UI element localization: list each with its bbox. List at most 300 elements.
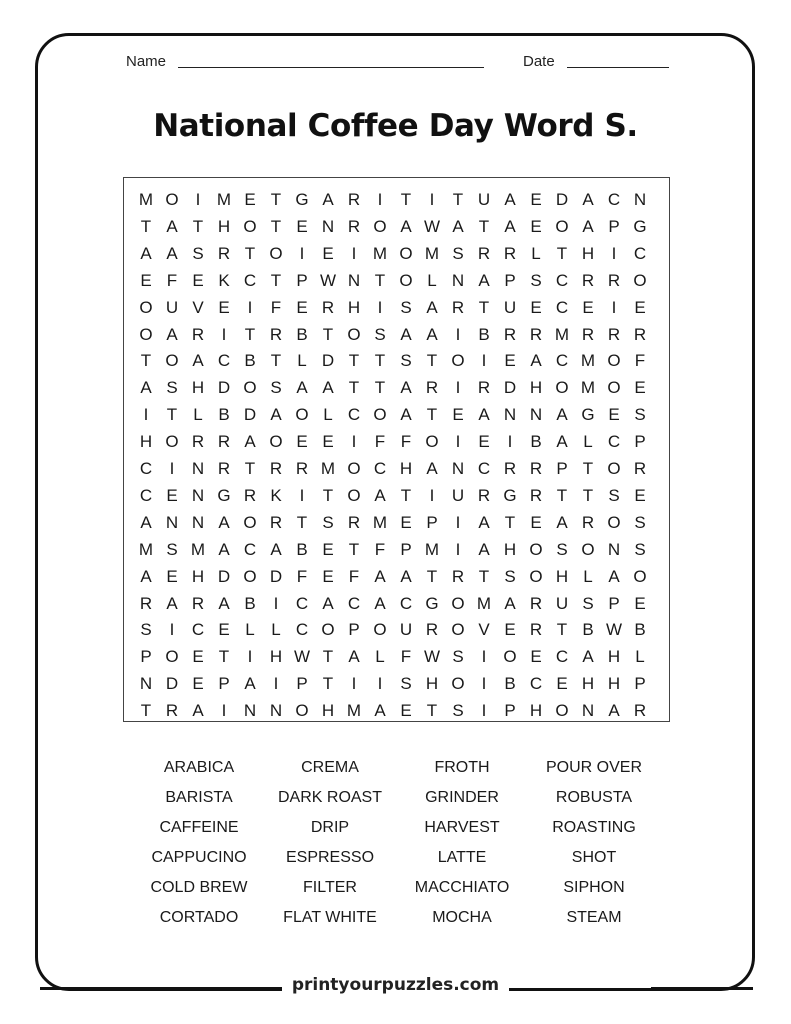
grid-cell[interactable]: N xyxy=(451,270,465,290)
grid-cell[interactable]: R xyxy=(581,270,595,290)
grid-cell[interactable]: B xyxy=(296,324,308,344)
grid-cell[interactable]: N xyxy=(529,405,543,425)
grid-cell[interactable]: S xyxy=(582,593,594,613)
grid-cell[interactable]: N xyxy=(243,701,257,721)
grid-cell[interactable]: T xyxy=(426,405,438,425)
grid-cell[interactable]: A xyxy=(400,378,412,398)
grid-cell[interactable]: C xyxy=(217,351,231,371)
grid-cell[interactable]: S xyxy=(556,539,568,559)
grid-cell[interactable]: R xyxy=(581,512,595,532)
grid-cell[interactable]: R xyxy=(217,459,231,478)
grid-cell[interactable]: T xyxy=(244,324,256,344)
grid-cell[interactable]: W xyxy=(293,647,311,667)
grid-cell[interactable]: I xyxy=(143,405,149,425)
grid-cell[interactable]: C xyxy=(555,647,569,667)
grid-cell[interactable]: T xyxy=(244,459,256,478)
grid-cell[interactable]: R xyxy=(529,620,543,640)
grid-cell[interactable]: O xyxy=(243,378,257,398)
grid-cell[interactable]: H xyxy=(529,378,543,398)
grid-cell[interactable]: B xyxy=(296,539,308,559)
grid-cell[interactable]: E xyxy=(634,297,646,317)
grid-cell[interactable]: A xyxy=(504,190,516,209)
grid-cell[interactable]: O xyxy=(243,216,257,236)
grid-cell[interactable]: O xyxy=(451,351,465,371)
grid-cell[interactable]: I xyxy=(169,620,175,640)
grid-cell[interactable]: O xyxy=(633,566,647,586)
grid-cell[interactable]: A xyxy=(478,539,490,559)
grid-cell[interactable]: I xyxy=(429,190,435,209)
grid-cell[interactable]: B xyxy=(582,620,594,640)
grid-cell[interactable]: O xyxy=(555,378,569,398)
grid-cell[interactable]: D xyxy=(321,351,335,371)
grid-cell[interactable]: A xyxy=(140,378,152,398)
grid-cell[interactable]: E xyxy=(296,432,308,452)
grid-cell[interactable]: E xyxy=(608,405,620,425)
grid-cell[interactable]: A xyxy=(478,405,490,425)
grid-cell[interactable]: R xyxy=(503,243,517,263)
grid-cell[interactable]: R xyxy=(581,324,595,344)
grid-cell[interactable]: L xyxy=(583,432,593,452)
grid-cell[interactable]: R xyxy=(425,378,439,398)
grid-cell[interactable]: O xyxy=(347,459,361,478)
grid-cell[interactable]: N xyxy=(347,270,361,290)
grid-cell[interactable]: O xyxy=(399,270,413,290)
grid-cell[interactable]: A xyxy=(140,243,152,263)
grid-cell[interactable]: P xyxy=(634,432,646,452)
grid-cell[interactable]: P xyxy=(608,216,620,236)
grid-cell[interactable]: A xyxy=(374,566,386,586)
grid-cell[interactable]: G xyxy=(503,485,517,505)
grid-cell[interactable]: O xyxy=(633,270,647,290)
grid-cell[interactable]: R xyxy=(243,485,257,505)
grid-cell[interactable]: M xyxy=(476,593,492,613)
grid-cell[interactable]: P xyxy=(296,270,308,290)
grid-cell[interactable]: A xyxy=(166,216,178,236)
grid-cell[interactable]: G xyxy=(295,190,309,209)
grid-cell[interactable]: I xyxy=(247,647,253,667)
grid-cell[interactable]: R xyxy=(607,270,621,290)
grid-cell[interactable]: E xyxy=(504,351,516,371)
grid-cell[interactable]: I xyxy=(455,539,461,559)
grid-cell[interactable]: I xyxy=(455,324,461,344)
grid-cell[interactable]: S xyxy=(504,566,516,586)
grid-cell[interactable]: M xyxy=(216,190,232,209)
grid-cell[interactable]: C xyxy=(555,351,569,371)
grid-cell[interactable]: E xyxy=(218,620,230,640)
grid-cell[interactable]: R xyxy=(633,459,647,478)
grid-cell[interactable]: I xyxy=(481,701,487,721)
grid-cell[interactable]: R xyxy=(529,459,543,478)
grid-cell[interactable]: A xyxy=(348,647,360,667)
grid-cell[interactable]: R xyxy=(503,324,517,344)
grid-cell[interactable]: A xyxy=(296,378,308,398)
grid-cell[interactable]: E xyxy=(530,647,542,667)
grid-cell[interactable]: B xyxy=(634,620,646,640)
grid-cell[interactable]: O xyxy=(607,512,621,532)
grid-cell[interactable]: H xyxy=(191,566,205,586)
grid-cell[interactable]: B xyxy=(504,674,516,694)
grid-cell[interactable]: F xyxy=(634,351,646,371)
grid-cell[interactable]: F xyxy=(166,270,178,290)
grid-cell[interactable]: O xyxy=(451,593,465,613)
grid-cell[interactable]: A xyxy=(244,674,256,694)
grid-cell[interactable]: C xyxy=(139,485,153,505)
grid-cell[interactable]: R xyxy=(425,620,439,640)
grid-cell[interactable]: A xyxy=(400,324,412,344)
grid-cell[interactable]: T xyxy=(504,512,516,532)
grid-cell[interactable]: L xyxy=(427,270,437,290)
grid-cell[interactable]: G xyxy=(425,593,439,613)
grid-cell[interactable]: E xyxy=(322,432,334,452)
grid-cell[interactable]: T xyxy=(374,351,386,371)
grid-cell[interactable]: O xyxy=(139,324,153,344)
grid-cell[interactable]: C xyxy=(347,405,361,425)
grid-cell[interactable]: I xyxy=(299,243,305,263)
grid-cell[interactable]: A xyxy=(140,512,152,532)
grid-cell[interactable]: M xyxy=(424,243,440,263)
grid-cell[interactable]: P xyxy=(140,647,152,667)
grid-cell[interactable]: O xyxy=(555,701,569,721)
grid-cell[interactable]: I xyxy=(299,485,305,505)
grid-cell[interactable]: H xyxy=(321,701,335,721)
grid-cell[interactable]: F xyxy=(296,566,308,586)
grid-cell[interactable]: M xyxy=(372,243,388,263)
grid-cell[interactable]: D xyxy=(217,566,231,586)
grid-cell[interactable]: D xyxy=(503,378,517,398)
grid-cell[interactable]: F xyxy=(270,297,282,317)
grid-cell[interactable]: G xyxy=(581,405,595,425)
name-line[interactable] xyxy=(178,67,484,68)
grid-cell[interactable]: R xyxy=(477,243,491,263)
grid-cell[interactable]: O xyxy=(243,512,257,532)
grid-cell[interactable]: T xyxy=(452,190,464,209)
grid-cell[interactable]: M xyxy=(372,512,388,532)
grid-cell[interactable]: U xyxy=(451,485,465,505)
grid-cell[interactable]: L xyxy=(193,405,203,425)
grid-cell[interactable]: H xyxy=(399,459,413,478)
grid-cell[interactable]: E xyxy=(582,297,594,317)
grid-cell[interactable]: T xyxy=(192,216,204,236)
grid-cell[interactable]: R xyxy=(607,324,621,344)
grid-cell[interactable]: A xyxy=(192,351,204,371)
grid-cell[interactable]: E xyxy=(192,674,204,694)
grid-cell[interactable]: T xyxy=(270,351,282,371)
grid-cell[interactable]: E xyxy=(634,485,646,505)
grid-cell[interactable]: H xyxy=(217,216,231,236)
grid-cell[interactable]: I xyxy=(481,351,487,371)
grid-cell[interactable]: I xyxy=(455,512,461,532)
grid-cell[interactable]: I xyxy=(351,432,357,452)
grid-cell[interactable]: P xyxy=(218,674,230,694)
grid-cell[interactable]: U xyxy=(165,297,179,317)
grid-cell[interactable]: E xyxy=(166,566,178,586)
grid-cell[interactable]: O xyxy=(165,647,179,667)
grid-cell[interactable]: N xyxy=(321,216,335,236)
grid-cell[interactable]: O xyxy=(373,405,387,425)
grid-cell[interactable]: D xyxy=(165,674,179,694)
grid-cell[interactable]: I xyxy=(351,674,357,694)
grid-cell[interactable]: O xyxy=(425,432,439,452)
grid-cell[interactable]: S xyxy=(452,243,464,263)
grid-cell[interactable]: R xyxy=(165,701,179,721)
grid-cell[interactable]: H xyxy=(191,378,205,398)
grid-cell[interactable]: I xyxy=(273,593,279,613)
grid-cell[interactable]: P xyxy=(634,674,646,694)
grid-cell[interactable]: T xyxy=(322,485,334,505)
grid-cell[interactable]: C xyxy=(633,243,647,263)
grid-cell[interactable]: E xyxy=(530,216,542,236)
grid-cell[interactable]: W xyxy=(423,647,441,667)
grid-cell[interactable]: O xyxy=(139,297,153,317)
grid-cell[interactable]: E xyxy=(244,190,256,209)
grid-cell[interactable]: C xyxy=(399,593,413,613)
grid-cell[interactable]: H xyxy=(581,243,595,263)
grid-cell[interactable]: A xyxy=(504,216,516,236)
grid-cell[interactable]: F xyxy=(348,566,360,586)
grid-cell[interactable]: U xyxy=(503,297,517,317)
grid-cell[interactable]: R xyxy=(451,566,465,586)
grid-cell[interactable]: L xyxy=(531,243,541,263)
grid-cell[interactable]: B xyxy=(530,432,542,452)
grid-cell[interactable]: T xyxy=(426,566,438,586)
grid-cell[interactable]: E xyxy=(530,297,542,317)
grid-cell[interactable]: I xyxy=(221,701,227,721)
grid-cell[interactable]: N xyxy=(503,405,517,425)
grid-cell[interactable]: T xyxy=(400,190,412,209)
grid-cell[interactable]: O xyxy=(529,566,543,586)
grid-cell[interactable]: I xyxy=(351,243,357,263)
grid-cell[interactable]: L xyxy=(583,566,593,586)
grid-cell[interactable]: D xyxy=(269,566,283,586)
grid-cell[interactable]: T xyxy=(322,674,334,694)
grid-cell[interactable]: A xyxy=(166,593,178,613)
grid-cell[interactable]: L xyxy=(323,405,333,425)
grid-cell[interactable]: A xyxy=(166,243,178,263)
grid-cell[interactable]: I xyxy=(507,432,513,452)
grid-cell[interactable]: A xyxy=(322,190,334,209)
grid-cell[interactable]: G xyxy=(217,485,231,505)
grid-cell[interactable]: O xyxy=(555,216,569,236)
grid-cell[interactable]: C xyxy=(529,674,543,694)
grid-cell[interactable]: C xyxy=(243,539,257,559)
grid-cell[interactable]: T xyxy=(140,351,152,371)
grid-cell[interactable]: O xyxy=(347,485,361,505)
grid-cell[interactable]: T xyxy=(270,190,282,209)
grid-cell[interactable]: I xyxy=(455,378,461,398)
grid-cell[interactable]: R xyxy=(503,459,517,478)
letter-grid[interactable] xyxy=(123,177,670,722)
grid-cell[interactable]: S xyxy=(140,620,152,640)
grid-cell[interactable]: T xyxy=(582,459,594,478)
grid-cell[interactable]: T xyxy=(296,512,308,532)
grid-cell[interactable]: A xyxy=(426,297,438,317)
grid-cell[interactable]: V xyxy=(478,620,490,640)
grid-cell[interactable]: R xyxy=(191,432,205,452)
grid-cell[interactable]: E xyxy=(322,243,334,263)
grid-cell[interactable]: T xyxy=(270,216,282,236)
grid-cell[interactable]: E xyxy=(478,432,490,452)
grid-cell[interactable]: M xyxy=(554,324,570,344)
grid-cell[interactable]: S xyxy=(608,485,620,505)
grid-cell[interactable]: T xyxy=(426,701,438,721)
grid-cell[interactable]: E xyxy=(322,566,334,586)
grid-cell[interactable]: A xyxy=(218,593,230,613)
grid-cell[interactable]: H xyxy=(607,674,621,694)
grid-cell[interactable]: U xyxy=(399,620,413,640)
grid-cell[interactable]: P xyxy=(400,539,412,559)
grid-cell[interactable]: P xyxy=(608,593,620,613)
grid-cell[interactable]: R xyxy=(269,459,283,478)
grid-cell[interactable]: T xyxy=(322,324,334,344)
grid-cell[interactable]: S xyxy=(400,351,412,371)
grid-cell[interactable]: W xyxy=(605,620,623,640)
grid-cell[interactable]: E xyxy=(556,674,568,694)
grid-cell[interactable]: C xyxy=(607,432,621,452)
grid-cell[interactable]: O xyxy=(165,190,179,209)
grid-cell[interactable]: R xyxy=(529,485,543,505)
grid-cell[interactable]: A xyxy=(582,190,594,209)
grid-cell[interactable]: R xyxy=(529,324,543,344)
grid-cell[interactable]: N xyxy=(581,701,595,721)
grid-cell[interactable]: C xyxy=(347,593,361,613)
grid-cell[interactable]: E xyxy=(634,593,646,613)
grid-cell[interactable]: R xyxy=(191,593,205,613)
grid-cell[interactable]: A xyxy=(322,378,334,398)
grid-cell[interactable]: R xyxy=(477,485,491,505)
grid-cell[interactable]: C xyxy=(191,620,205,640)
grid-cell[interactable]: A xyxy=(556,405,568,425)
grid-cell[interactable]: G xyxy=(633,216,647,236)
grid-cell[interactable]: R xyxy=(295,459,309,478)
grid-cell[interactable]: K xyxy=(218,270,230,290)
grid-cell[interactable]: T xyxy=(140,701,152,721)
grid-cell[interactable]: E xyxy=(452,405,464,425)
grid-cell[interactable]: P xyxy=(296,674,308,694)
grid-cell[interactable]: C xyxy=(555,297,569,317)
grid-cell[interactable]: L xyxy=(635,647,645,667)
grid-cell[interactable]: T xyxy=(478,297,490,317)
grid-cell[interactable]: A xyxy=(166,324,178,344)
grid-cell[interactable]: O xyxy=(321,620,335,640)
grid-cell[interactable]: C xyxy=(295,593,309,613)
grid-cell[interactable]: R xyxy=(633,701,647,721)
grid-cell[interactable]: I xyxy=(481,674,487,694)
grid-cell[interactable]: H xyxy=(581,674,595,694)
grid-cell[interactable]: H xyxy=(607,647,621,667)
date-line[interactable] xyxy=(567,67,669,68)
grid-cell[interactable]: I xyxy=(611,297,617,317)
grid-cell[interactable]: M xyxy=(190,539,206,559)
grid-cell[interactable]: C xyxy=(555,270,569,290)
grid-cell[interactable]: H xyxy=(529,701,543,721)
grid-cell[interactable]: A xyxy=(270,405,282,425)
grid-cell[interactable]: I xyxy=(377,190,383,209)
grid-cell[interactable]: M xyxy=(580,378,596,398)
grid-cell[interactable]: E xyxy=(400,512,412,532)
grid-cell[interactable]: I xyxy=(195,190,201,209)
grid-cell[interactable]: I xyxy=(221,324,227,344)
grid-cell[interactable]: C xyxy=(139,459,153,478)
grid-cell[interactable]: O xyxy=(295,701,309,721)
grid-cell[interactable]: N xyxy=(191,459,205,478)
grid-cell[interactable]: F xyxy=(374,432,386,452)
grid-cell[interactable]: O xyxy=(607,378,621,398)
grid-cell[interactable]: S xyxy=(634,405,646,425)
grid-cell[interactable]: I xyxy=(273,674,279,694)
grid-cell[interactable]: S xyxy=(452,647,464,667)
grid-cell[interactable]: A xyxy=(478,512,490,532)
grid-cell[interactable]: S xyxy=(634,512,646,532)
grid-cell[interactable]: E xyxy=(218,297,230,317)
grid-cell[interactable]: E xyxy=(504,620,516,640)
grid-cell[interactable]: S xyxy=(400,297,412,317)
grid-cell[interactable]: R xyxy=(269,512,283,532)
grid-cell[interactable]: A xyxy=(374,701,386,721)
grid-cell[interactable]: A xyxy=(582,647,594,667)
grid-cell[interactable]: O xyxy=(451,674,465,694)
grid-cell[interactable]: A xyxy=(140,566,152,586)
grid-cell[interactable]: O xyxy=(503,647,517,667)
grid-cell[interactable]: B xyxy=(478,324,490,344)
grid-cell[interactable]: T xyxy=(348,351,360,371)
grid-cell[interactable]: P xyxy=(426,512,438,532)
grid-cell[interactable]: A xyxy=(582,216,594,236)
grid-cell[interactable]: H xyxy=(269,647,283,667)
grid-cell[interactable]: O xyxy=(269,243,283,263)
grid-cell[interactable]: T xyxy=(556,620,568,640)
grid-cell[interactable]: T xyxy=(374,378,386,398)
grid-cell[interactable]: S xyxy=(166,378,178,398)
grid-cell[interactable]: P xyxy=(556,459,568,478)
grid-cell[interactable]: R xyxy=(321,297,335,317)
grid-cell[interactable]: N xyxy=(451,459,465,478)
grid-cell[interactable]: T xyxy=(478,566,490,586)
grid-cell[interactable]: A xyxy=(374,593,386,613)
grid-cell[interactable]: I xyxy=(429,485,435,505)
grid-cell[interactable]: S xyxy=(270,378,282,398)
grid-cell[interactable]: O xyxy=(399,243,413,263)
grid-cell[interactable]: M xyxy=(138,539,154,559)
grid-cell[interactable]: E xyxy=(530,190,542,209)
grid-cell[interactable]: H xyxy=(503,539,517,559)
grid-cell[interactable]: A xyxy=(218,512,230,532)
grid-cell[interactable]: A xyxy=(270,539,282,559)
grid-cell[interactable]: A xyxy=(400,405,412,425)
grid-cell[interactable]: R xyxy=(347,190,361,209)
grid-cell[interactable]: L xyxy=(271,620,281,640)
grid-cell[interactable]: A xyxy=(530,351,542,371)
grid-cell[interactable]: A xyxy=(400,566,412,586)
grid-cell[interactable]: I xyxy=(611,243,617,263)
grid-cell[interactable]: R xyxy=(451,297,465,317)
grid-cell[interactable]: L xyxy=(297,351,307,371)
grid-cell[interactable]: A xyxy=(452,216,464,236)
grid-cell[interactable]: S xyxy=(192,243,204,263)
grid-cell[interactable]: A xyxy=(504,593,516,613)
grid-cell[interactable]: D xyxy=(555,190,569,209)
grid-cell[interactable]: O xyxy=(347,324,361,344)
grid-cell[interactable]: S xyxy=(322,512,334,532)
grid-cell[interactable]: S xyxy=(634,539,646,559)
grid-cell[interactable]: T xyxy=(244,243,256,263)
grid-cell[interactable]: P xyxy=(504,270,516,290)
grid-cell[interactable]: I xyxy=(169,459,175,478)
grid-cell[interactable]: C xyxy=(243,270,257,290)
grid-cell[interactable]: V xyxy=(192,297,204,317)
grid-cell[interactable]: O xyxy=(581,539,595,559)
grid-cell[interactable]: E xyxy=(140,270,152,290)
grid-cell[interactable]: P xyxy=(504,701,516,721)
